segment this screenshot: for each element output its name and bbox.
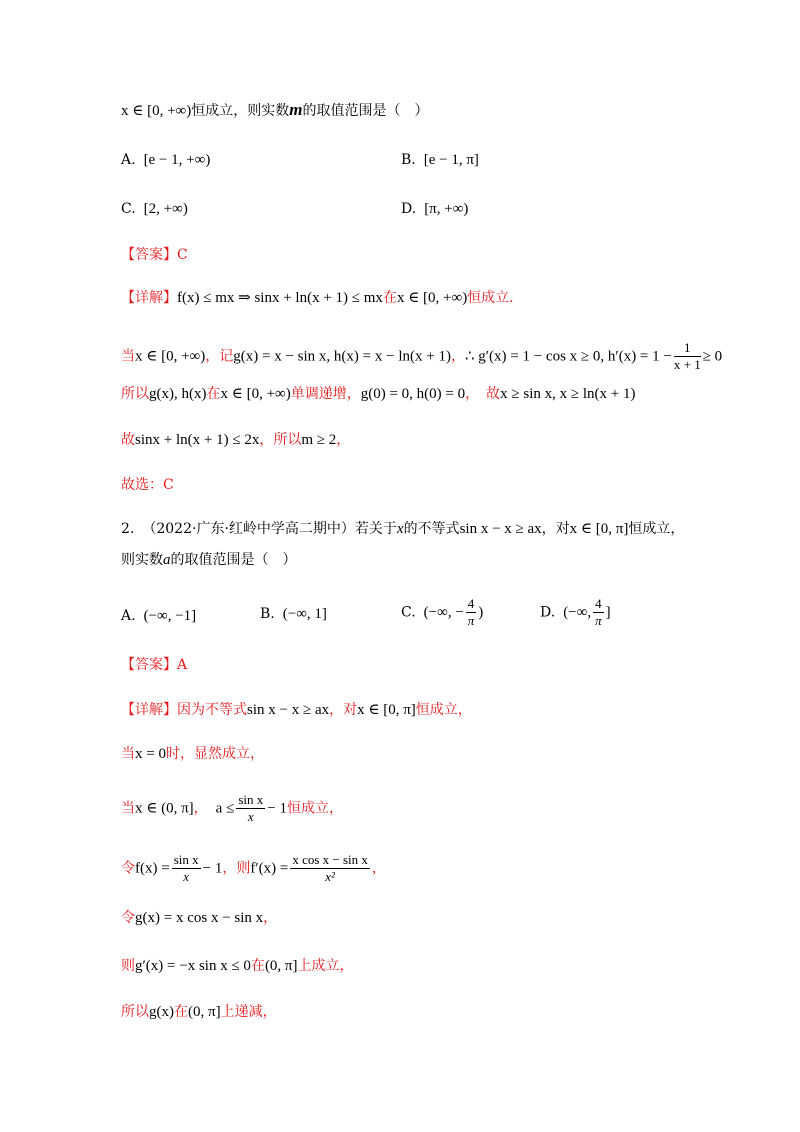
q1-detail-4: 故sinx + ln(x + 1) ≤ 2x，所以m ≥ 2， <box>121 432 351 448</box>
q2-detail-6: 则g′(x) = −x sin x ≤ 0在(0, π]上成立， <box>121 958 354 974</box>
q2-option-a: A. (−∞, −1] <box>121 608 197 624</box>
q1-answer: 【答案】C <box>121 247 188 263</box>
q2-detail-4: 令f(x) = $\frac{\text{sin x}}{x}$ − 1，则f′(x) = $\frac{\text{x cos x − sin x}}{\text{x²}}$ ， <box>121 852 386 884</box>
q2-detail-5: 令g(x) = x cos x − sin x， <box>121 910 278 926</box>
q1-detail-1: 【详解】f(x) ≤ mx ⇒ sinx + ln(x + 1) ≤ mx在x ∈ [0, +∞)恒成立. <box>121 290 514 306</box>
q1-stem <box>121 100 428 121</box>
q1-option-b: B. [e − 1, π] <box>401 152 479 168</box>
q1-conclusion: 故选：C <box>121 477 174 493</box>
q2-detail-1: 【详解】因为不等式sin x − x ≥ ax，对x ∈ [0, π]恒成立， <box>121 702 472 718</box>
q1-stem-math: x ∈ [0, +∞) <box>121 103 192 119</box>
q1-stem-tail: 的取值范围是（ ） <box>302 103 429 119</box>
q1-stem-var: m <box>289 100 303 119</box>
q1-detail-3: 所以g(x), h(x)在x ∈ [0, +∞)单调递增，g(0) = 0, h(0) = 0， 故x ≥ sin x, x ≥ ln(x + 1) <box>121 386 636 402</box>
q1-option-a: A. [e − 1, +∞) <box>121 152 211 168</box>
q2-option-b: B. (−∞, 1] <box>260 606 327 622</box>
q2-detail-7: 所以g(x)在(0, π]上递减， <box>121 1004 277 1020</box>
q1-option-c: C. [2, +∞) <box>121 201 188 217</box>
q2-option-d: D. (−∞, $\frac{4}{\pi}$ ] <box>540 596 611 628</box>
q1-detail-2: 当x ∈ [0, +∞)，记g(x) = x − sin x, h(x) = x − ln(x + 1)，∴ g′(x) = 1 − cos x ≥ 0, h′(x) = 1 − $\frac{1}{x + 1}$ ≥ 0 <box>121 340 723 372</box>
q1-stem-text: 恒成立，则实数 <box>191 103 290 119</box>
q2-stem-line2: 则实数a的取值范围是（ ） <box>121 552 297 568</box>
q2-stem-line1: 2. （2022·广东·红岭中学高二期中）若关于x的不等式sin x − x ≥ ax，对x ∈ [0, π]恒成立， <box>121 521 685 537</box>
q2-detail-2: 当x = 0时，显然成立， <box>121 746 264 762</box>
q2-detail-3: 当x ∈ (0, π]， a ≤ $\frac{\text{sin x}}{x}$ − 1恒成立， <box>121 792 343 824</box>
q2-option-c: C. (−∞, − $\frac{4}{\pi}$ ) <box>401 596 484 628</box>
q1-option-d: D. [π, +∞) <box>401 201 469 217</box>
q2-answer: 【答案】A <box>121 657 188 673</box>
